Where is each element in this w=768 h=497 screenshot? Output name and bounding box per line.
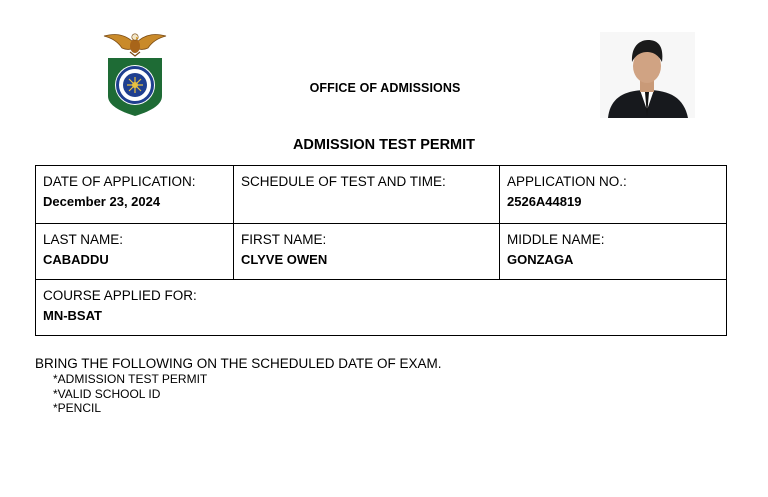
course-label: COURSE APPLIED FOR:: [43, 288, 197, 303]
permit-form-table: [35, 165, 727, 336]
last-name-cell: [36, 224, 234, 280]
first-name-cell: [234, 224, 500, 280]
middle-name-value: GONZAGA: [507, 252, 574, 267]
list-item: *PENCIL: [53, 401, 102, 415]
last-name-value: CABADDU: [43, 252, 109, 267]
application-no-cell: [500, 166, 727, 224]
course-value: MN-BSAT: [43, 308, 102, 323]
date-of-application-value: December 23, 2024: [43, 194, 161, 209]
last-name-label: LAST NAME:: [43, 232, 124, 247]
table-row: [36, 166, 727, 224]
applicant-photo: [600, 32, 695, 118]
application-no-label: APPLICATION NO.:: [507, 174, 627, 189]
course-cell: [36, 280, 727, 336]
seal-icon: [108, 58, 162, 116]
application-no-value: 2526A44819: [507, 194, 582, 209]
office-title: OFFICE OF ADMISSIONS: [309, 81, 461, 95]
schedule-cell: [234, 166, 500, 224]
table-row: [36, 224, 727, 280]
first-name-value: CLYVE OWEN: [241, 252, 328, 267]
list-item: *ADMISSION TEST PERMIT: [53, 372, 208, 386]
middle-name-cell: [500, 224, 727, 280]
date-of-application-label: DATE OF APPLICATION:: [43, 174, 196, 189]
first-name-label: FIRST NAME:: [241, 232, 327, 247]
table-row: [36, 280, 727, 336]
schedule-label: SCHEDULE OF TEST AND TIME:: [241, 174, 446, 189]
university-seal-logo: [100, 26, 170, 118]
list-item: *VALID SCHOOL ID: [53, 386, 161, 401]
date-of-application-cell: [36, 166, 234, 224]
permit-title: ADMISSION TEST PERMIT: [292, 137, 476, 153]
eagle-icon: [104, 34, 166, 56]
instructions-heading: BRING THE FOLLOWING ON THE SCHEDULED DATE OF EXAM.: [35, 356, 442, 371]
instructions-list: [53, 372, 207, 416]
middle-name-label: MIDDLE NAME:: [507, 232, 605, 247]
